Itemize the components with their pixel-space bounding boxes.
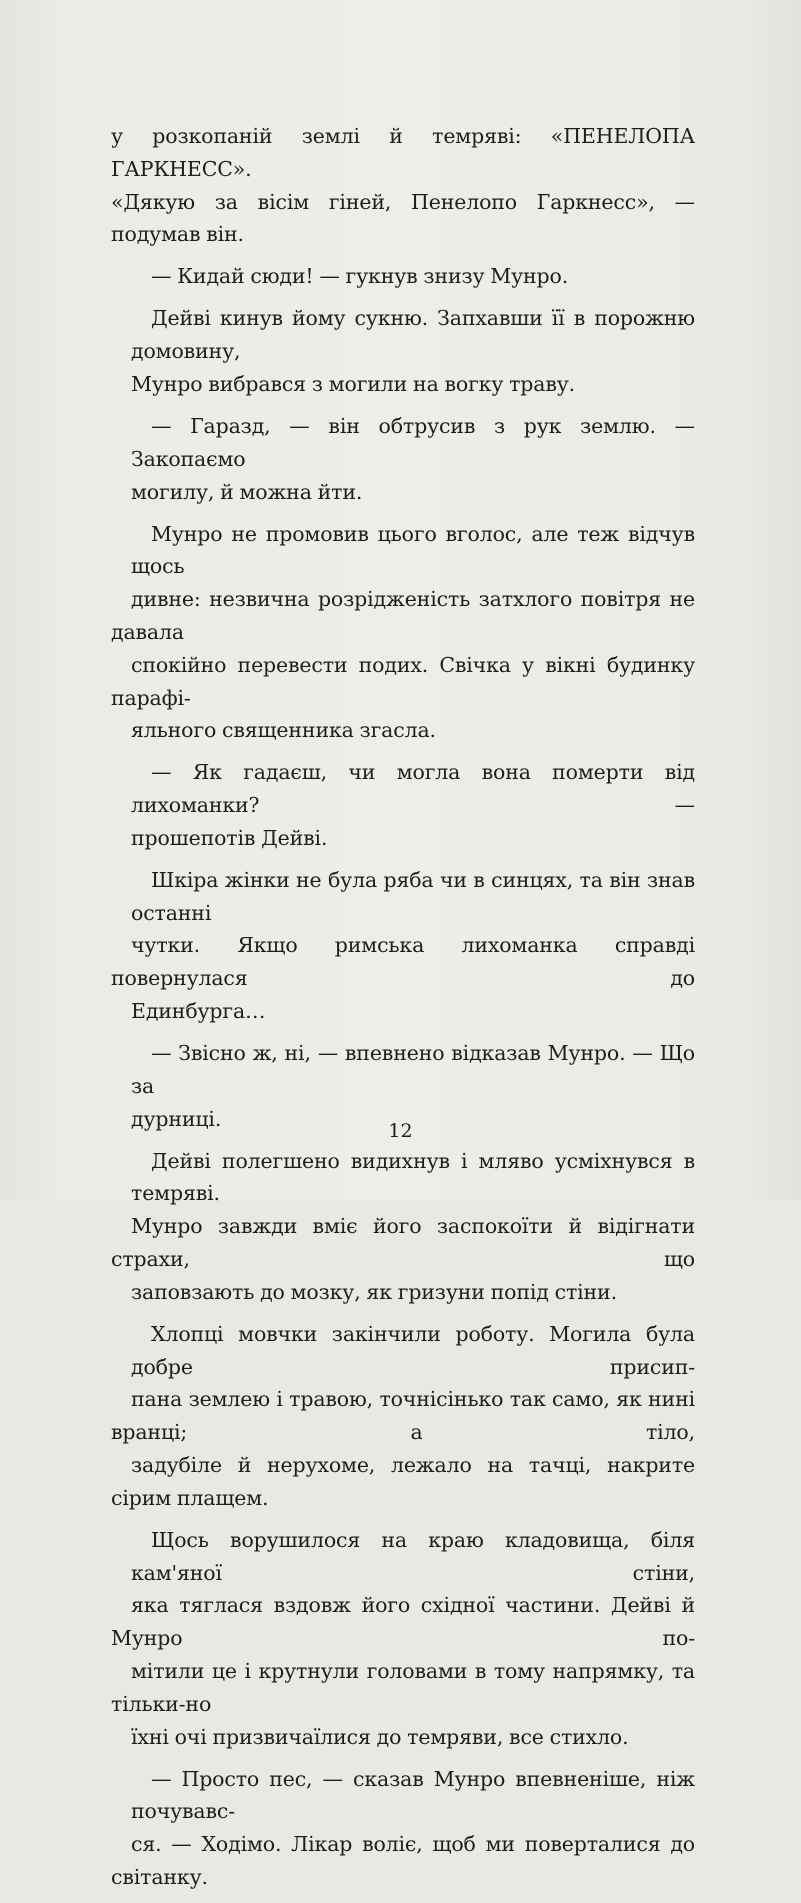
text-line: яльного священника згасла. bbox=[131, 718, 436, 743]
text-line: Мунро не промовив цього вголос, але теж відчув щось bbox=[131, 521, 695, 579]
text-line: — Просто пес, — сказав Мунро впевненіше, ніж почувавс- bbox=[131, 1766, 695, 1824]
paragraph bbox=[111, 518, 695, 748]
text-line: їхні очі призвичаїлися до темряви, все стихло. bbox=[131, 1724, 629, 1749]
paragraph bbox=[111, 1145, 695, 1309]
text-line: Мунро завжди вміє його заспокоїти й відігнати страхи, що bbox=[111, 1214, 695, 1271]
text-line: мітили це і крутнули головами в тому напрямку, та тільки-но bbox=[111, 1658, 695, 1716]
text-line: могилу, й можна йти. bbox=[131, 479, 363, 504]
text-line: — Звісно ж, ні, — впевнено відказав Мунро. — Що за bbox=[131, 1041, 695, 1098]
paragraph bbox=[111, 1524, 695, 1754]
text-line: Дейві кинув йому сукню. Запхавши її в порожню домовину, bbox=[131, 306, 695, 364]
text-line: Единбурга… bbox=[131, 999, 266, 1024]
paragraph bbox=[111, 756, 695, 854]
paragraph bbox=[111, 410, 695, 508]
text-line: «Дякую за вісім гіней, Пенелопо Гаркнесс», — подумав він. bbox=[111, 189, 695, 247]
text-line: задубіле й нерухоме, лежало на тачці, накрите сірим плащем. bbox=[111, 1452, 695, 1510]
page-number: 12 bbox=[388, 1120, 413, 1142]
text-line: — Гаразд, — він обтрусив з рук землю. — Закопаємо bbox=[131, 413, 695, 471]
paragraph bbox=[111, 302, 695, 400]
text-line: — Як гадаєш, чи могла вона померти від лихоманки? — bbox=[131, 760, 695, 818]
text-line: пана землею і травою, точнісінько так само, як нині вранці; а тіло, bbox=[111, 1387, 695, 1445]
text-line: — Кидай сюди! — гукнув знизу Мунро. bbox=[151, 264, 569, 289]
text-line: прошепотів Дейві. bbox=[131, 825, 328, 850]
text-line: дивне: незвична розрідженість затхлого повітря не давала bbox=[111, 587, 695, 644]
text-line: Дейві полегшено видихнув і мляво усміхнувся в темряві. bbox=[131, 1148, 695, 1206]
text-line: у розкопаній землі й темряві: «ПЕНЕЛОПА ГАРКНЕСС». bbox=[111, 124, 695, 181]
text-line: ся. — Ходімо. Лікар воліє, щоб ми поверталися до світанку. bbox=[111, 1832, 695, 1889]
text-block bbox=[111, 120, 695, 1903]
text-line: дурниці. bbox=[131, 1106, 222, 1131]
text-line: яка тяглася вздовж його східної частини. Дейві й Мунро по- bbox=[111, 1593, 695, 1651]
paragraph bbox=[111, 1318, 695, 1515]
paragraph bbox=[111, 1763, 695, 1894]
text-line: чутки. Якщо римська лихоманка справді повернулася до bbox=[111, 933, 695, 991]
paragraph bbox=[111, 260, 695, 293]
paragraph bbox=[111, 120, 695, 251]
text-line: Мунро вибрався з могили на вогку траву. bbox=[131, 371, 576, 396]
paragraph bbox=[111, 864, 695, 1028]
text-line: Хлопці мовчки закінчили роботу. Могила була добре присип- bbox=[131, 1321, 695, 1379]
text-line: спокійно перевести подих. Свічка у вікні будинку парафі- bbox=[111, 652, 695, 710]
text-line: заповзають до мозку, як гризуни попід стіни. bbox=[131, 1279, 617, 1304]
text-line: Щось ворушилося на краю кладовища, біля кам'яної стіни, bbox=[131, 1527, 695, 1585]
text-line: Шкіра жінки не була ряба чи в синцях, та він знав останні bbox=[131, 867, 695, 925]
